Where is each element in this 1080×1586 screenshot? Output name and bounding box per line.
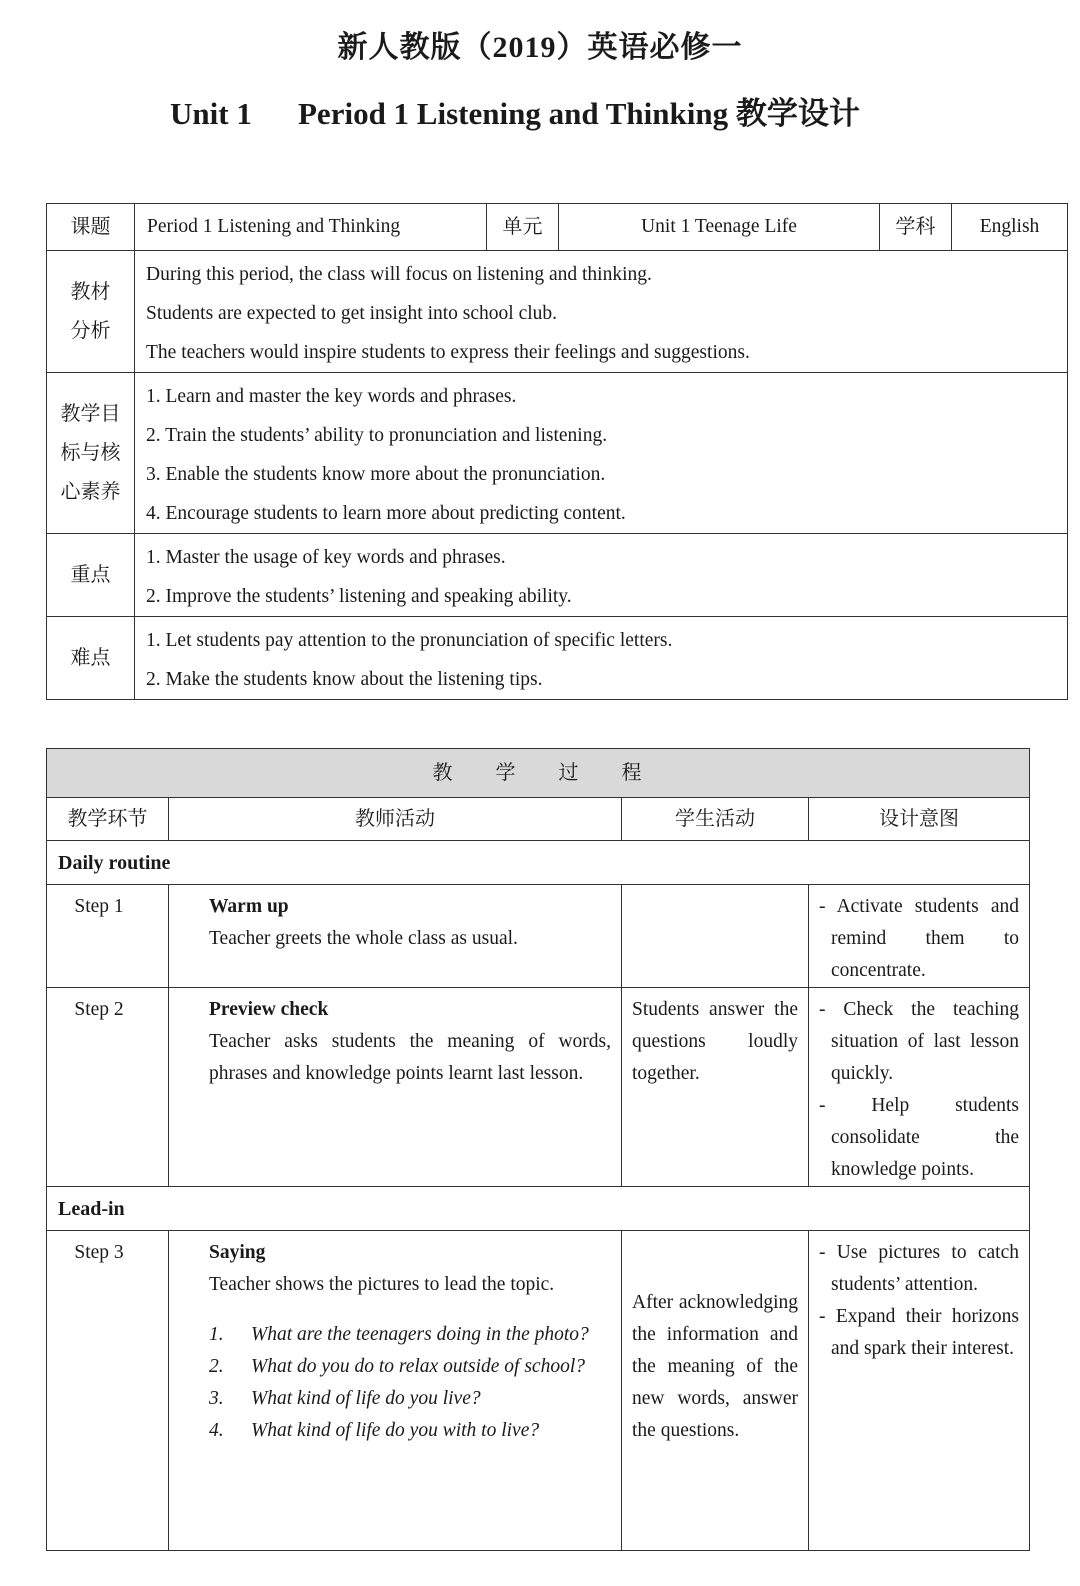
key-points-label: 重点 bbox=[47, 534, 135, 617]
col-teacher: 教师活动 bbox=[169, 798, 622, 841]
unit-value: Unit 1 Teenage Life bbox=[559, 204, 880, 251]
lesson-info-table bbox=[46, 203, 1068, 700]
col-intent: 设计意图 bbox=[809, 798, 1030, 841]
info-row-key-points bbox=[47, 534, 1068, 617]
student-activity: Students answer the questions loudly together. bbox=[622, 988, 809, 1187]
design-intent: - Use pictures to catch students’ attention. - Expand their horizons and spark their interest. bbox=[809, 1231, 1030, 1551]
list-item: 2. What do you do to relax outside of school? bbox=[209, 1356, 585, 1377]
unit-label-cell: 单元 bbox=[487, 204, 559, 251]
teaching-process-table bbox=[46, 748, 1030, 1551]
info-row-difficulties bbox=[47, 617, 1068, 700]
step-label: Step 3 bbox=[47, 1231, 169, 1551]
student-activity: After acknowledging the information and the meaning of the new words, answer the questions. bbox=[622, 1231, 809, 1551]
step-row bbox=[47, 988, 1030, 1187]
design-intent: - Check the teaching situation of last lesson quickly. - Help students consolidate the knowledge points. bbox=[809, 988, 1030, 1187]
list-item: 1. What are the teenagers doing in the photo? bbox=[209, 1324, 589, 1345]
teacher-activity: Warm up Teacher greets the whole class as usual. bbox=[169, 885, 622, 988]
subject-label: 学科 bbox=[880, 204, 952, 251]
analysis-label: 教材 分析 bbox=[47, 251, 135, 373]
objectives-content: 1. Learn and master the key words and phrases. 2. Train the students’ ability to pronunciation and listening. 3. Enable the students know more about the pronunciation. 4. Encourage students to learn more about predicting content. bbox=[135, 373, 1068, 534]
subject-value: English bbox=[952, 204, 1068, 251]
col-student: 学生活动 bbox=[622, 798, 809, 841]
period-title: Period 1 Listening and Thinking 教学设计 bbox=[298, 96, 860, 131]
unit-label: Unit 1 bbox=[170, 96, 252, 131]
step-label: Step 1 bbox=[47, 885, 169, 988]
topic-value: Period 1 Listening and Thinking bbox=[135, 204, 487, 251]
teacher-activity: Saying Teacher shows the pictures to lead the topic. 1. What are the teenagers doing in the photo? 2. What do you do to relax outside of school? 3. What kind of life do you live? 4. What kind of life do you with to live? bbox=[169, 1231, 622, 1551]
step-row bbox=[47, 885, 1030, 988]
objectives-label: 教学目 标与核 心素养 bbox=[47, 373, 135, 534]
difficulties-content: 1. Let students pay attention to the pronunciation of specific letters. 2. Make the students know about the listening tips. bbox=[135, 617, 1068, 700]
design-intent: - Activate students and remind them to concentrate. bbox=[809, 885, 1030, 988]
key-points-content: 1. Master the usage of key words and phrases. 2. Improve the students’ listening and speaking ability. bbox=[135, 534, 1068, 617]
doc-title: 新人教版（2019）英语必修一 bbox=[337, 31, 743, 64]
question-list bbox=[209, 1319, 611, 1447]
doc-subtitle bbox=[170, 88, 860, 133]
teacher-activity: Preview check Teacher asks students the meaning of words, phrases and knowledge points learnt last lesson. bbox=[169, 988, 622, 1187]
info-row-analysis bbox=[47, 251, 1068, 373]
analysis-content: During this period, the class will focus on listening and thinking. Students are expected to get insight into school club. The teachers would inspire students to express their feelings and suggestions. bbox=[135, 251, 1068, 373]
student-activity bbox=[622, 885, 809, 988]
step-row bbox=[47, 1231, 1030, 1551]
step-label: Step 2 bbox=[47, 988, 169, 1187]
info-header-row bbox=[47, 204, 1068, 251]
list-item: 4. What kind of life do you with to live? bbox=[209, 1420, 540, 1441]
topic-label: 课题 bbox=[47, 204, 135, 251]
col-stage: 教学环节 bbox=[47, 798, 169, 841]
column-header-row bbox=[47, 798, 1030, 841]
process-band bbox=[47, 749, 1030, 798]
list-item: 3. What kind of life do you live? bbox=[209, 1388, 481, 1409]
process-title: 教 学 过 程 bbox=[47, 749, 1030, 798]
section-lead-in: Lead-in bbox=[47, 1187, 1030, 1231]
info-row-objectives bbox=[47, 373, 1068, 534]
section-daily-routine: Daily routine bbox=[47, 841, 1030, 885]
difficulties-label: 难点 bbox=[47, 617, 135, 700]
